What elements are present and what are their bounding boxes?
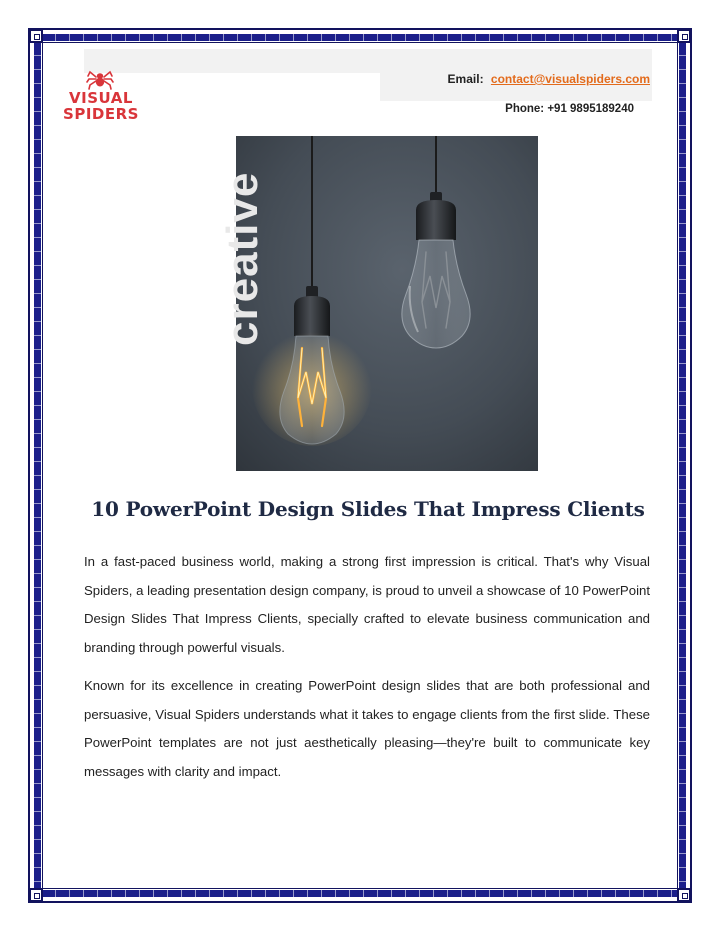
page-border-ticks-top	[41, 34, 679, 41]
email-label: Email:	[447, 72, 484, 86]
border-corner-bottom-left	[29, 888, 43, 902]
page-border-ticks-right	[679, 41, 686, 890]
email-link[interactable]: contact@visualspiders.com	[490, 72, 650, 86]
spider-icon	[86, 68, 114, 90]
page-border-ticks-left	[34, 41, 41, 890]
logo-text-visual: VISUAL	[69, 89, 133, 107]
visual-spiders-logo	[56, 68, 146, 124]
header-bar	[84, 49, 652, 73]
article-paragraph-1: In a fast-paced business world, making a strong first impression is critical. That's why Visual Spiders, a leading presentation design company, is proud to unveil a showcase of 10 PowerPoint Design Slides That Impress Clients, specially crafted to elevate business communication and branding through powerful visuals.	[84, 554, 650, 655]
phone-number: Phone: +91 9895189240	[505, 103, 634, 115]
border-corner-top-left	[29, 29, 43, 43]
article-title: 10 PowerPoint Design Slides That Impress Clients	[91, 497, 645, 521]
page-border-ticks-bottom	[41, 890, 679, 897]
border-corner-top-right	[677, 29, 691, 43]
hero-image	[218, 136, 538, 471]
email-line	[380, 72, 650, 86]
article-paragraph-2: Known for its excellence in creating PowerPoint design slides that are both professional and persuasive, Visual Spiders understands what it takes to engage clients from the first slide. These PowerPoint templates are not just aesthetically pleasing—they're built to communicate key messages with clarity and impact.	[84, 678, 650, 779]
logo-text-spiders: SPIDERS	[63, 105, 139, 123]
hero-watermark: creative	[218, 171, 267, 346]
border-corner-bottom-right	[677, 888, 691, 902]
